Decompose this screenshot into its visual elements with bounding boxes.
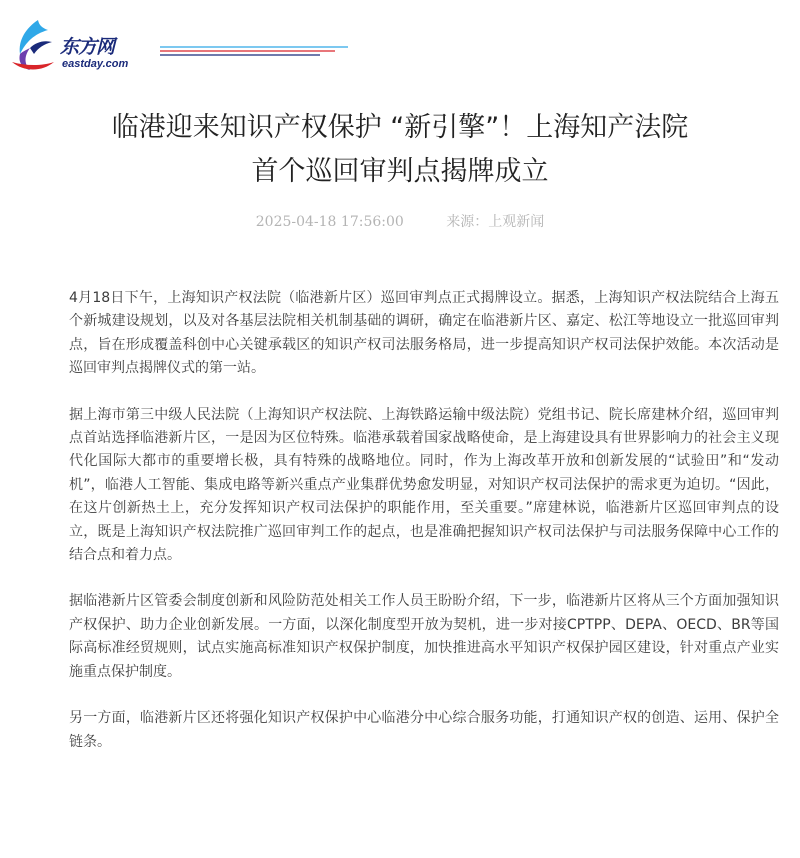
- logo-chinese-text: 东方网: [60, 36, 115, 58]
- article-paragraph-4: 另一方面，临港新片区还将强化知识产权保护中心临港分中心综合服务功能，打通知识产权的创造、运用、保护全链条。: [69, 710, 779, 750]
- article-paragraph-1: 4月18日下午，上海知识产权法院（临港新片区）巡回审判点正式揭牌设立。据悉，上海知识产权法院结合上海五个新城建设规划，以及对各基层法院相关机制基础的调研，确定在临港新片区、嘉定、松江等地设立一批巡回审判点，旨在形成覆盖科创中心关键承载区的知识产权司法服务格局，进一步提高知识产权司法保护效能。本次活动是巡回审判点揭牌仪式的第一站。: [69, 290, 779, 377]
- eastday-logo[interactable]: [8, 18, 158, 74]
- article-paragraph-3: 据临港新片区管委会制度创新和风险防范处相关工作人员王盼盼介绍，下一步，临港新片区将从三个方面加强知识产权保护、助力企业创新发展。一方面，以深化制度型开放为契机，进一步对接CPTPP、DEPA、OECD、BR等国际高标准经贸规则，试点实施高标准知识产权保护制度，加快推进高水平知识产权保护园区建设，针对重点产业实施重点保护制度。: [69, 593, 779, 680]
- eastday-logo-icon: [8, 18, 60, 74]
- article-title-line-2: 首个巡回审判点揭牌成立: [251, 156, 549, 187]
- article-meta: [0, 211, 800, 231]
- article-title-line-1: 临港迎来知识产权保护 “新引擎”！上海知产法院: [111, 112, 689, 143]
- logo-english-text: eastday.com: [62, 58, 129, 70]
- article-body: [69, 287, 779, 777]
- article-title: [0, 106, 800, 194]
- publish-datetime: 2025-04-18 17:56:00: [255, 214, 404, 230]
- site-header: [0, 0, 800, 80]
- article-source: 来源：上观新闻: [446, 214, 545, 230]
- article-paragraph-2: 据上海市第三中级人民法院（上海知识产权法院、上海铁路运输中级法院）党组书记、院长席建林介绍，巡回审判点首站选择临港新片区，一是因为区位特殊。临港承载着国家战略使命，是上海建设具有世界影响力的社会主义现代化国际大都市的重要增长极，具有特殊的战略地位。同时，作为上海改革开放和创新发展的“试验田”和“发动机”，临港人工智能、集成电路等新兴重点产业集群优势愈发明显，对知识产权司法保护的需求更为迫切。“因此，在这片创新热土上，充分发挥知识产权司法保护的职能作用，至关重要。”席建林说，临港新片区巡回审判点的设立，既是上海知识产权法院推广巡回审判工作的起点，也是准确把握知识产权司法保护与司法服务保障中心工作的结合点和着力点。: [69, 406, 779, 564]
- header-decorative-lines: [160, 44, 350, 58]
